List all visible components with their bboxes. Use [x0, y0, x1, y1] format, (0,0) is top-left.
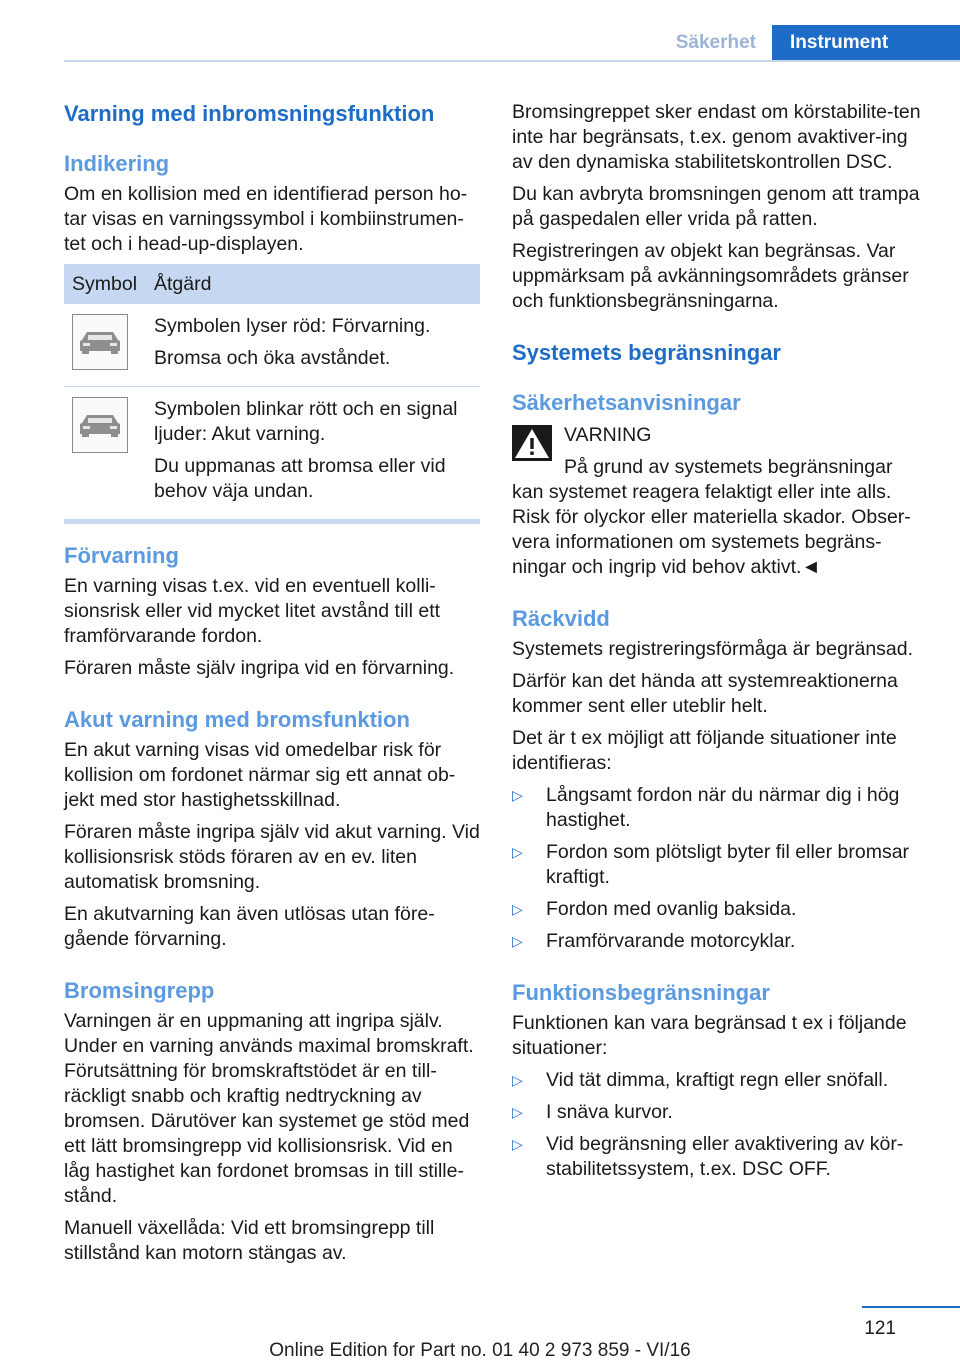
list-item: ▷ Långsamt fordon när du närmar dig i hög hastighet. — [512, 784, 900, 831]
list-item: ▷ Fordon som plötsligt byter fil eller bromsar kraftigt. — [512, 841, 910, 888]
bullet-triangle-icon: ▷ — [512, 844, 523, 860]
paragraph: En akutvarning kan även utlösas utan före-gående förvarning. — [64, 903, 435, 950]
table-cell-text: Bromsa och öka avståndet. — [154, 347, 391, 369]
paragraph: Funktionen kan vara begränsad t ex i följande situationer: — [512, 1012, 907, 1059]
paragraph: Därför kan det hända att systemreaktionerna kommer sent eller uteblir helt. — [512, 670, 898, 717]
table-cell-text: Du uppmanas att bromsa eller vid behov väja undan. — [154, 455, 446, 502]
table-row — [64, 387, 480, 522]
left-column — [64, 100, 480, 1273]
warning-label: VARNING — [564, 424, 652, 446]
tab-instrument[interactable]: Instrument — [772, 25, 960, 61]
paragraph: Det är t ex möjligt att följande situationer inte identifieras: — [512, 727, 897, 774]
bullet-triangle-icon: ▷ — [512, 1136, 523, 1152]
paragraph: Föraren måste själv ingripa vid en förvarning. — [64, 657, 455, 679]
section-title: Varning med inbromsningsfunktion — [64, 101, 435, 126]
bullet-list — [512, 1068, 928, 1182]
page-number-rule — [862, 1306, 960, 1308]
warning-block — [512, 423, 928, 580]
bullet-triangle-icon: ▷ — [512, 1072, 523, 1088]
footer-edition: Online Edition for Part no. 01 40 2 973 859 - VI/16 — [269, 1340, 691, 1361]
car-warning-icon — [72, 397, 128, 453]
tab-sakerhet[interactable]: Säkerhet — [658, 25, 772, 61]
warning-text-continued: kan systemet reagera felaktigt eller inte alls. Risk för olyckor eller materiella skador. Obser-vera informationen om systemets begräns-ningar och ingrip vid behov aktivt.◄ — [512, 481, 911, 578]
paragraph: Varningen är en uppmaning att ingripa själv. Under en varning används maximal bromskraft. Förutsättning för bromskraftstödet är en till-räckligt snabb och kraftig nedtryckning av bromsen. Därutöver kan systemet ge stöd med ett lätt bromsingrepp vid kollisionsrisk. Vid en låg hastighet kan fordonet bromsas in till stille-stånd. — [64, 1010, 474, 1207]
table-header-action: Åtgärd — [146, 264, 480, 304]
heading-bromsingrepp: Bromsingrepp — [64, 978, 215, 1003]
table-cell-text: Symbolen blinkar rött och en signal ljuder: Akut varning. — [154, 398, 458, 445]
paragraph: Du kan avbryta bromsningen genom att trampa på gaspedalen eller vrida på ratten. — [512, 183, 920, 230]
paragraph: Systemets registreringsförmåga är begränsad. — [512, 638, 914, 660]
heading-forvarning: Förvarning — [64, 543, 179, 568]
list-item: ▷ Fordon med ovanlig baksida. — [512, 898, 797, 920]
heading-akut-varning: Akut varning med bromsfunktion — [64, 707, 410, 732]
heading-rackvidd: Räckvidd — [512, 606, 610, 631]
paragraph: Föraren måste ingripa själv vid akut varning. Vid kollisionsrisk stöds föraren av en ev. liten automatisk bromsning. — [64, 821, 480, 893]
list-item: ▷ Framförvarande motorcyklar. — [512, 930, 796, 952]
paragraph: En varning visas t.ex. vid en eventuell kolli-sionsrisk eller vid mycket litet avstånd till ett framförvarande fordon. — [64, 575, 441, 647]
table-header-symbol: Symbol — [64, 264, 146, 304]
section-tabs — [658, 25, 960, 61]
heading-funktionsbegransningar: Funktionsbegränsningar — [512, 980, 770, 1005]
bullet-list — [512, 783, 928, 954]
paragraph: Om en kollision med en identifierad person ho-tar visas en varningssymbol i kombiinstrumen-tet och i head-up-displayen. — [64, 183, 468, 255]
symbol-table — [64, 264, 480, 524]
heading-indikering: Indikering — [64, 151, 170, 176]
bullet-triangle-icon: ▷ — [512, 901, 523, 917]
table-cell-text: Symbolen lyser röd: Förvarning. — [154, 315, 431, 337]
bullet-triangle-icon: ▷ — [512, 933, 523, 949]
bullet-triangle-icon: ▷ — [512, 787, 523, 803]
page-number: 121 — [864, 1318, 896, 1339]
bullet-triangle-icon: ▷ — [512, 1104, 523, 1120]
heading-sakerhetsanvisningar: Säkerhetsanvisningar — [512, 390, 741, 415]
paragraph: Manuell växellåda: Vid ett bromsingrepp till stillstånd kan motorn stängas av. — [64, 1217, 435, 1264]
table-row — [64, 304, 480, 387]
warning-triangle-icon — [512, 425, 552, 461]
right-column — [512, 100, 928, 1189]
section-title-limitations: Systemets begränsningar — [512, 340, 781, 365]
paragraph: En akut varning visas vid omedelbar risk för kollision om fordonet närmar sig ett annat ob-jekt med stor hastighetsskillnad. — [64, 739, 456, 811]
list-item: ▷ Vid begränsning eller avaktivering av kör-stabilitetssystem, t.ex. DSC OFF. — [512, 1133, 904, 1180]
list-item: ▷ Vid tät dimma, kraftigt regn eller snöfall. — [512, 1069, 889, 1091]
paragraph: Registreringen av objekt kan begränsas. Var uppmärksam på avkänningsområdets gränser och funktionsbegränsningarna. — [512, 240, 909, 312]
list-item: ▷ I snäva kurvor. — [512, 1101, 673, 1123]
car-warning-icon — [72, 314, 128, 370]
warning-text: På grund av systemets begränsningar — [564, 456, 893, 478]
paragraph: Bromsingreppet sker endast om körstabilite-ten inte har begränsats, t.ex. genom avaktiver-ing av den dynamiska stabilitetskontrollen DSC. — [512, 101, 921, 173]
header-divider — [64, 60, 960, 62]
